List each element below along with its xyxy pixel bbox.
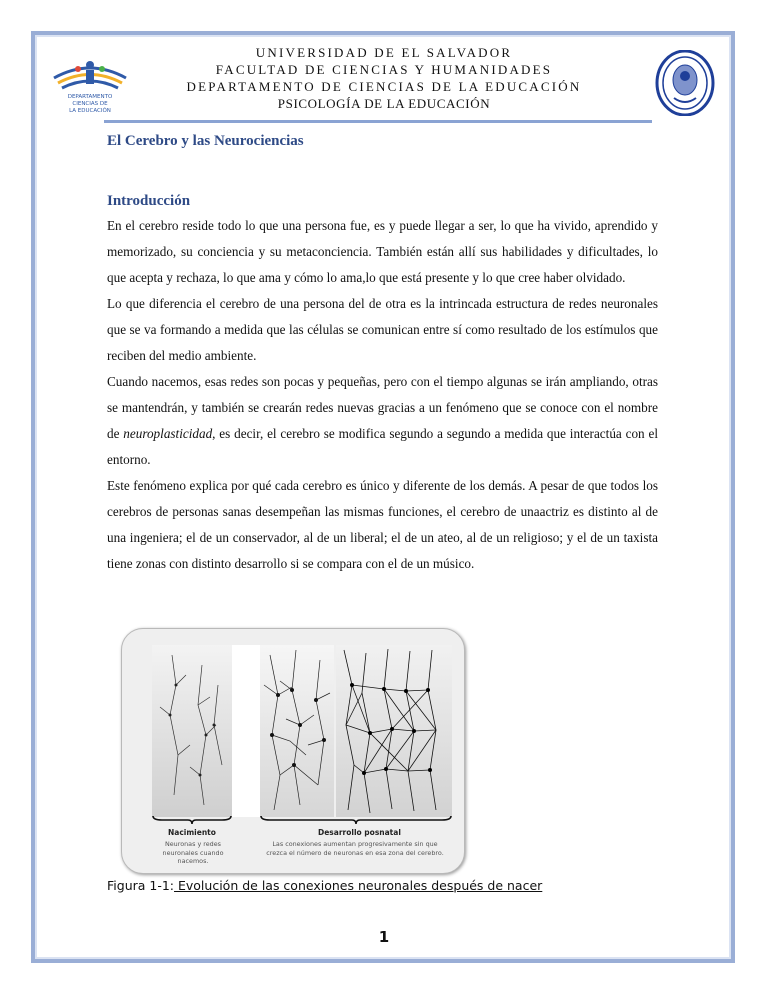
svg-text:LA EDUCACIÓN: LA EDUCACIÓN (69, 108, 111, 114)
paragraph-3-text-b: , es decir, el cerebro se modifica segundo a segundo a medida que interactúa con el entorno. (107, 426, 658, 467)
svg-text:CIENCIAS DE: CIENCIAS DE (72, 101, 108, 107)
figure-caption-label: Figura 1-1: (107, 878, 175, 893)
text-birth-line-1: Neuronas y redes (164, 840, 222, 848)
text-postnatal-line-2: crezca el número de neuronas en esa zona del cerebro. (266, 848, 444, 857)
header-line-university: UNIVERSIDAD DE EL SALVADOR (255, 45, 513, 60)
panel-gap (232, 645, 260, 817)
label-postnatal: Desarrollo posnatal (318, 828, 401, 837)
figure-caption-title: Evolución de las conexiones neuronales después de nacer (174, 878, 543, 893)
paragraph-3 (107, 369, 658, 473)
neurons-birth-image (152, 645, 232, 817)
header-line-course: PSICOLOGÍA DE LA EDUCACIÓN (277, 96, 491, 111)
label-birth: Nacimiento (168, 828, 216, 837)
brace-birth (152, 815, 232, 825)
paragraph-4: Este fenómeno explica por qué cada cerebro es único y diferente de los demás. A pesar de que todos los cerebros de personas sanas desempeñan las mismas funciones, el cerebro de unaactriz es distinto al de una ingeniera; el de un conservador, al de un liberal; el de un ateo, al de un religioso; y el de un taxista tiene zonas con distinto desarrollo si se compara con el de un músico. (107, 478, 658, 571)
text-postnatal (252, 840, 458, 857)
neuroplasticidad-term: neuroplasticidad (123, 426, 213, 441)
neurons-postnatal-image-2 (336, 645, 452, 817)
section-heading: Introducción (107, 193, 191, 209)
header-divider (104, 120, 652, 123)
body-text (107, 213, 658, 577)
text-birth (148, 840, 238, 866)
paragraph-3-text-a: Cuando nacemos, esas redes son pocas y pequeñas, pero con el tiempo algunas se irán ampliando, otras se mantendrán, y también se crearán redes nuevas gracias a un fenómeno que se conoce con el nombre de (107, 374, 658, 441)
brace-postnatal (260, 815, 452, 825)
header-line-department: DEPARTAMENTO DE CIENCIAS DE LA EDUCACIÓN (186, 79, 582, 94)
text-postnatal-line-1: Las conexiones aumentan progresivamente sin que (272, 840, 438, 848)
header-line-faculty: FACULTAD DE CIENCIAS Y HUMANIDADES (215, 62, 553, 77)
paragraph-2: Lo que diferencia el cerebro de una persona del de otra es la intrincada estructura de redes neuronales que se va formando a medida que las células se comunican entre sí como resultado de los estímulos que reciben del medio ambiente. (107, 296, 658, 363)
page-number: 1 (378, 928, 390, 946)
institution-header (0, 44, 768, 112)
text-birth-line-3: nacemos. (177, 857, 209, 865)
svg-text:DEPARTAMENTO: DEPARTAMENTO (67, 94, 113, 100)
paragraph-1: En el cerebro reside todo lo que una persona fue, es y puede llegar a ser, lo que ha vivido, aprendido y memorizado, su conciencia y su metaconciencia. También están allí sus habilidades y dificultades, lo que acepta y rechaza, lo que ama y cómo lo ama,lo que está presente y lo que cree haber olvidado. (107, 218, 658, 285)
text-birth-line-2: neuronales cuando (162, 848, 224, 857)
document-title: El Cerebro y las Neurociencias (107, 133, 304, 149)
figure-caption (107, 878, 542, 893)
neurons-postnatal-image-1 (260, 645, 334, 817)
neuron-figure (121, 628, 465, 874)
